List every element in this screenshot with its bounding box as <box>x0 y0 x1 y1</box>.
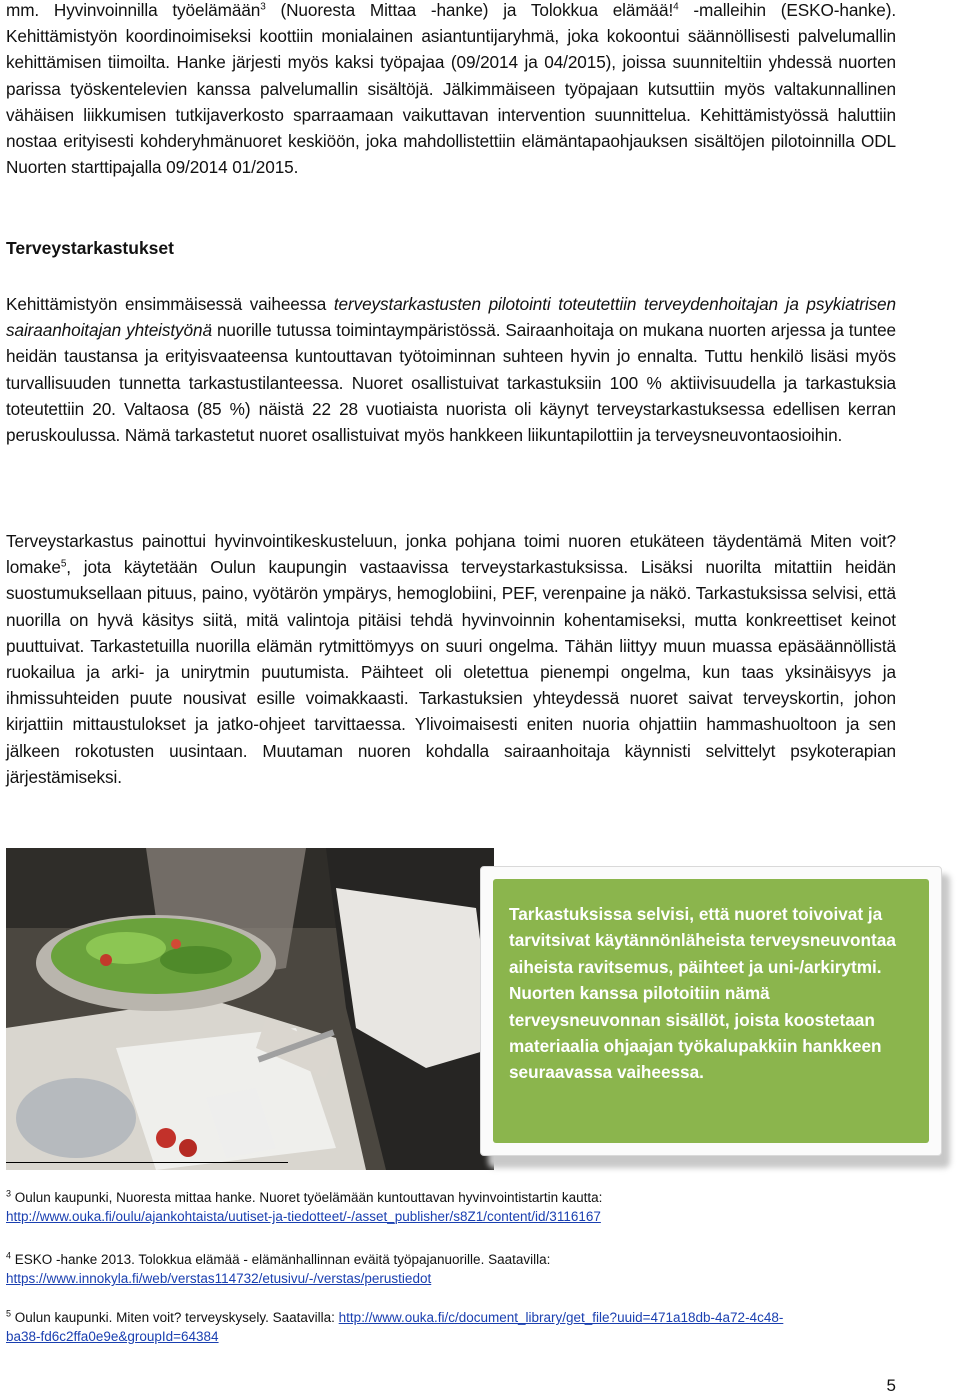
footnote-text: ESKO -hanke 2013. Tolokkua elämää - elämänhallinnan eväitä työpajanuorille. Saatavilla: <box>11 1252 551 1267</box>
footnote-4 <box>6 1250 906 1288</box>
footnote-link[interactable]: https://www.innokyla.fi/web/verstas114732/etusivu/-/verstas/perustiedot <box>6 1271 432 1286</box>
page-number: 5 <box>886 1376 896 1395</box>
text-run: Kehittämistyön ensimmäisessä vaiheessa <box>6 294 334 314</box>
footnote-5 <box>6 1308 906 1346</box>
footnote-ref-5[interactable]: 5 <box>60 558 67 570</box>
footnote-number: 4 <box>6 1250 12 1261</box>
text-run: mm. Hyvinvoinnilla työelämään <box>6 0 261 20</box>
footnote-number: 3 <box>6 1188 12 1199</box>
footnote-ref-4[interactable]: 4 <box>673 1 679 13</box>
paragraph-findings <box>6 528 896 790</box>
paragraph-intro <box>6 0 896 180</box>
footnote-link[interactable]: http://www.ouka.fi/oulu/ajankohtaista/uutiset-ja-tiedotteet/-/asset_publisher/s8Z1/content/id/3116167 <box>6 1209 601 1224</box>
cooking-photo <box>6 848 494 1170</box>
text-run: -malleihin (ESKO-hanke). Kehittämistyön koordinoimiseksi koottiin monialainen asiantuntijaryhmä, joka kokoontui säännöllisesti palvelumallin kehittämisen tiimoilta. Hanke järjesti myös kaksi työpajaa (09/2014 ja 04/2015), joissa suunniteltiin yhdessä nuorten parissa työskentelevien kanssa palvelumallin sisältöjä. Jälkimmäiseen työpajaan kutsuttiin myös valtakunnallinen vähäisen liikkumisen tutkijaverkosto sparraamaan vaikuttavan intervention suunnittelua. Kehittämistyössä haluttiin nostaa erityisesti kohderyhmänuoret keskiöön, joka mahdollistettiin elämäntapaohjauksen sisältöjen pilotoinnilla ODL Nuorten starttipajalla 09/2014 01/2015. <box>6 0 896 178</box>
footnote-number: 5 <box>6 1308 12 1319</box>
text-run: nuorille tutussa toimintaympäristössä. Sairaanhoitaja on mukana nuorten arjessa ja tuntee heidän taustansa ja erityisvaateensa kuntouttavan työtoiminnan suhteen hyvin jo ennalta. Tuttu henkilö lisäsi myös turvallisuuden tunnetta tarkastustilanteessa. Nuoret osallistuivat tarkastuksiin 100 % aktiivisuudella ja tarkastuksia toteutettiin 20. Valtaosa (85 %) näistä 22 28 vuotiaista nuorista oli käynyt terveystarkastuksessa edellisen kerran peruskoulussa. Nämä tarkastetut nuoret osallistuivat myös hankkeen liikuntapilottiin ja terveysneuvontaosioihin. <box>6 320 896 446</box>
section-heading: Terveystarkastukset <box>6 238 174 258</box>
footnote-3 <box>6 1188 906 1226</box>
footnote-text: Oulun kaupunki, Nuoresta mittaa hanke. Nuoret työelämään kuntouttavan hyvinvointistartin kautta: <box>11 1190 603 1205</box>
footnote-text: Oulun kaupunki. Miten voit? terveyskysely. Saatavilla: <box>11 1310 339 1325</box>
footnote-separator <box>6 1162 288 1163</box>
callout-text: Tarkastuksissa selvisi, että nuoret toivoivat ja tarvitsivat käytännönläheista terveysneuvontaa aiheista ravitsemus, päihteet ja uni-/arkirytmi. Nuorten kanssa pilotoitiin nämä terveysneuvonnan sisällöt, joista koostetaan materiaalia ohjaajan työkalupakkiin hankkeen seuraavassa vaiheessa. <box>509 904 896 1083</box>
italic-text-run: terveystarkastusten pilotointi toteutettiin terveydenhoitajan ja psykiatrisen sairaanhoitajan yhteistyönä <box>6 294 896 341</box>
paragraph-checkups <box>6 291 896 448</box>
text-run: Terveystarkastus painottui hyvinvointikeskusteluun, jonka pohjana toimi nuoren etukäteen täydentämä Miten voit? lomake <box>6 531 896 578</box>
footnote-link[interactable]: http://www.ouka.fi/c/document_library/get_file?uuid=471a18db-4a72-4c48- <box>338 1310 784 1325</box>
footnote-link-continued[interactable]: ba38-fd6c2ffa0e9e&groupId=64384 <box>6 1329 219 1344</box>
callout-box <box>480 866 942 1156</box>
text-run: (Nuoresta Mittaa -hanke) ja Tolokkua elämää! <box>265 0 674 20</box>
photo-illustration <box>6 848 494 1170</box>
callout-panel <box>493 879 929 1143</box>
text-run: , jota käytetään Oulun kaupungin vastaavissa terveystarkastuksissa. Lisäksi nuorilta mitattiin heidän suostumuksellaan pituus, paino, vyötärön ympärys, hemoglobiini, PEF, verenpaine ja näkö. Tarkastuksissa selvisi, että nuorilla on hyvä käsitys siitä, mitä valintoja pitäisi tehdä hyvinvoinnin kohentamiseksi, mutta konkreettiset keinot puuttuivat. Tarkastetuilla nuorilla elämän rytmittömyys on suuri ongelma. Tähän liittyy muun muassa epäsäännöllistä ruokailua ja arki- ja unirytmin puutumista. Päihteet oli oletettua pienempi ongelma, kun taas yksinäisyys ja ihmissuhteiden puute nousivat esille voimakkaasti. Tarkastuksien yhteydessä nuoret saivat terveyskortin, johon kirjattiin mittaustulokset ja jatko-ohjeet tarvittaessa. Ylivoimaisesti eniten nuoria ohjattiin hammashuoltoon ja sen jälkeen rokotusten uusintaan. Muutaman nuoren kohdalla sairaanhoitaja käynnisti selvittelyt psykoterapian järjestämiseksi. <box>6 557 896 787</box>
footnote-ref-3[interactable]: 3 <box>260 1 266 13</box>
